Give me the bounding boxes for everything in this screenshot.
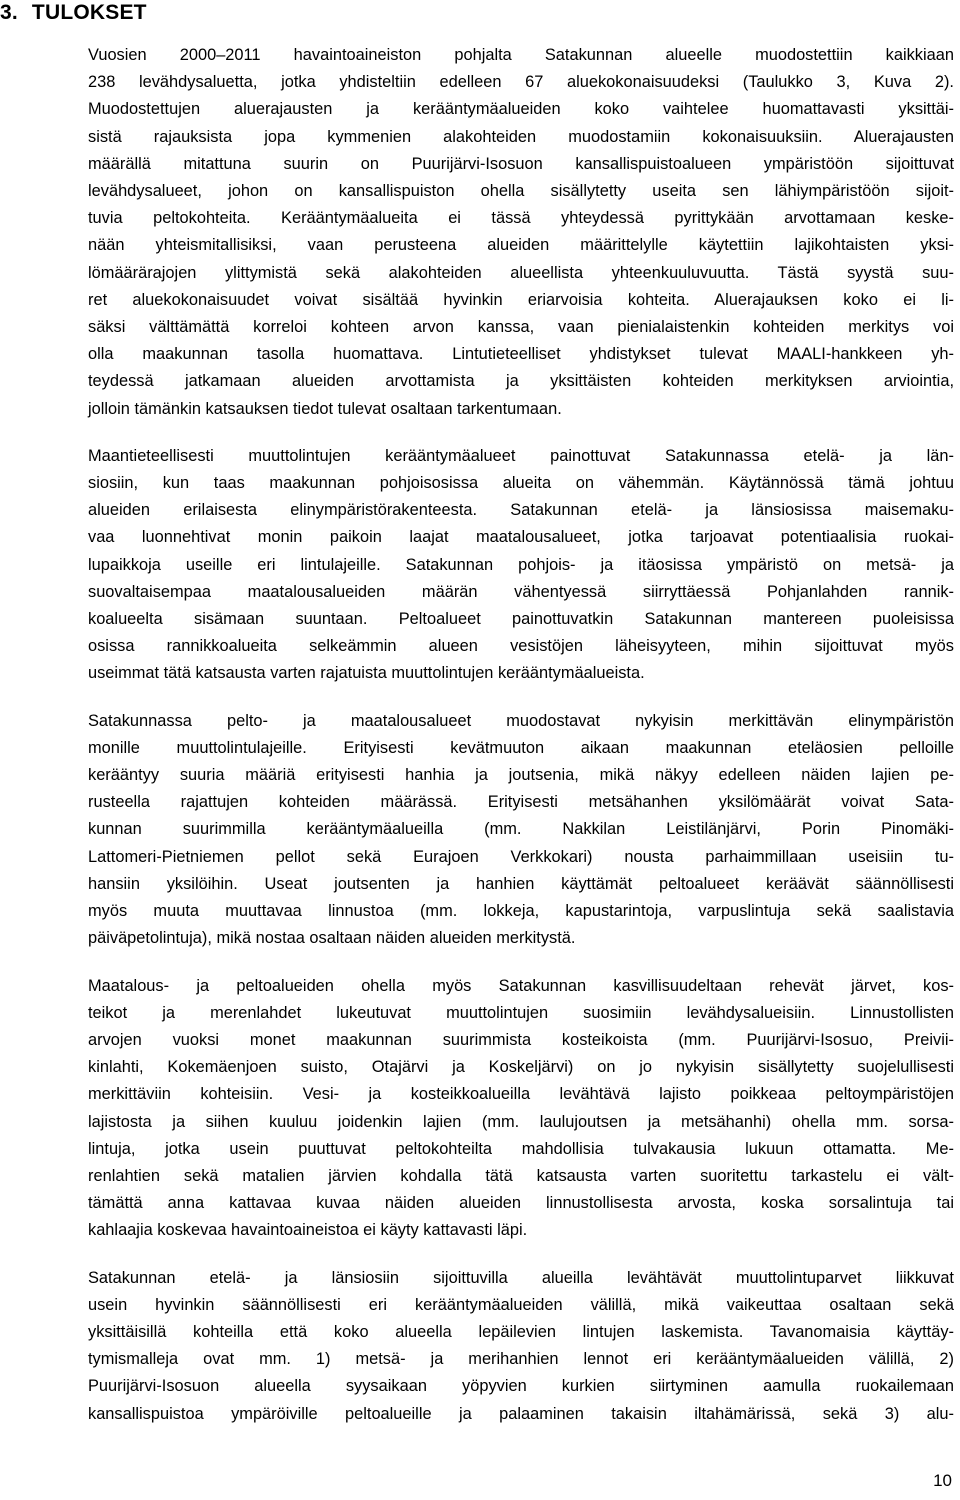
text-line: osissa rannikkoalueita selkeämmin alueen vesistöjen läheisyyteen, mihin sijoittuvat myös: [88, 637, 954, 656]
text-line: Maantieteellisesti muuttolintujen kerääntymäalueet painottuvat Satakunnassa etelä- ja län-: [88, 446, 954, 465]
text-line: Lattomeri-Pietniemen pellot sekä Eurajoen Verkkokari) nousta parhaimmillaan useisiin tu-: [88, 847, 954, 866]
paragraph: [88, 973, 954, 1245]
text-line: merkittäviin kohteisiin. Vesi- ja kosteikkoalueilla levähtävä lajisto poikkeaa peltoympäristöjen: [88, 1085, 954, 1104]
text-line: usein hyvinkin säännöllisesti eri kerääntymäalueiden välillä, mikä vaikeuttaa osaltaan sekä: [88, 1295, 954, 1314]
text-line: rusteella rajattujen kohteiden määrässä. Erityisesti metsähanhen yksilömäärät voivat Sata-: [88, 793, 954, 812]
text-line: kahlaajia koskevaa havaintoaineistoa ei käyty kattavasti läpi.: [88, 1221, 528, 1240]
text-line: arvojen vuoksi monet maakunnan suurimmista kosteikoista (mm. Puurijärvi-Isosuo, Preivii-: [88, 1030, 954, 1049]
text-line: lintuja, jotka usein puuttuvat peltokohteilta mahdollisia tulvakausia lukuun ottamatta. Me-: [88, 1139, 954, 1158]
body-text: [88, 42, 954, 1448]
text-line: monille muuttolintulajeille. Erityisesti kevätmuuton aikaan maakunnan eteläosien pelloille: [88, 738, 954, 757]
text-line: tymismalleja ovat mm. 1) metsä- ja merihanhien lennot eri kerääntymäalueiden välillä, 2): [88, 1350, 954, 1369]
text-line: lajistosta ja siihen kuuluu joidenkin lajien (mm. laulujoutsen ja metsähanhi) ohella mm. sorsa-: [88, 1112, 954, 1131]
text-line: 238 levähdysaluetta, jotka yhdisteltiin edelleen 67 aluekokonaisuudeksi (Taulukko 3, Kuva 2).: [88, 73, 954, 92]
text-line: levähdysalueet, johon on kansallispuiston ohella sisällytetty useita sen lähiympäristöön sijoit-: [88, 182, 954, 201]
text-line: yksittäisillä kohteilla että koko alueella lepäilevien lintujen laskemista. Tavanomaisia käyttäy-: [88, 1322, 954, 1341]
text-line: hansiin yksilöihin. Useat joutsenten ja hanhien käyttämät peltoalueet keräävät säännöllisesti: [88, 874, 954, 893]
paragraph: [88, 708, 954, 953]
text-line: siosiin, kun taas maakunnan pohjoisosissa alueita on vähemmän. Käytännössä tämä johtuu: [88, 474, 954, 493]
text-line: suovaltaisempaa maatalousalueiden määrän vähentyessä siirryttäessä Pohjanlahden rannik-: [88, 582, 954, 601]
text-line: Satakunnassa pelto- ja maatalousalueet muodostavat nykyisin merkittävän elinympäristön: [88, 711, 954, 730]
text-line: koalueelta sisämaan suuntaan. Peltoalueet painottuvatkin Satakunnan mantereen puoleisissa: [88, 610, 954, 629]
page-number: 10: [933, 1471, 952, 1490]
text-line: ret aluekokonaisuudet voivat sisältää hyvinkin eriarvoisia kohteita. Aluerajauksen koko ei li-: [88, 290, 954, 309]
text-line: nään yhteismitallisiksi, vaan perusteena alueiden määrittelylle käytettiin lajikohtaisten yksi-: [88, 236, 954, 255]
section-heading: [0, 0, 147, 26]
text-line: säksi välttämättä korreloi kohteen arvon kanssa, vaan pienialaistenkin kohteiden merkitys voi: [88, 318, 954, 337]
section-number: 3.: [0, 1, 18, 24]
text-line: myös muuta muuttavaa linnustoa (mm. lokkeja, kapustarintoja, varpuslintuja sekä saalistavia: [88, 902, 954, 921]
paragraph: [88, 42, 954, 423]
text-line: kansallispuistoa ympäröiville peltoalueille ja palaaminen takaisin iltahämärissä, sekä 3) alu-: [88, 1404, 954, 1423]
text-line: Puurijärvi-Isosuon alueella syysaikaan yöpyvien kurkien siirtyminen aamulla ruokailemaan: [88, 1377, 954, 1396]
paragraph: [88, 443, 954, 688]
text-line: lömäärärajojen ylittymistä sekä alakohteiden alueellista yhteenkuuluvuutta. Tästä syystä suu-: [88, 263, 954, 282]
text-line: jolloin tämänkin katsauksen tiedot tulevat osaltaan tarkentumaan.: [88, 399, 562, 418]
text-line: tämättä anna kattavaa kuvaa näiden alueiden linnustollisesta arvosta, koska sorsalintuja tai: [88, 1194, 954, 1213]
text-line: teikot ja merenlahdet lukeutuvat muuttolintujen suosimiin levähdysalueisiin. Linnustollisten: [88, 1003, 954, 1022]
text-line: kinlahti, Kokemäenjoen suisto, Otajärvi ja Koskeljärvi) on jo nykyisin sisällytetty suojelullisesti: [88, 1058, 954, 1077]
text-line: Satakunnan etelä- ja länsiosiin sijoittuvilla alueilla levähtävät muuttolintuparvet liikkuvat: [88, 1268, 954, 1287]
text-line: olla maakunnan tasolla huomattava. Lintutieteelliset yhdistykset tulevat MAALI-hankkeen yh-: [88, 345, 954, 364]
text-line: Muodostettujen aluerajausten ja kerääntymäalueiden koko vaihtelee huomattavasti yksittäi-: [88, 100, 954, 119]
text-line: alueiden erilaisesta elinympäristörakenteesta. Satakunnan etelä- ja länsiosissa maisemaku-: [88, 501, 954, 520]
text-line: Maatalous- ja peltoalueiden ohella myös Satakunnan kasvillisuudeltaan rehevät järvet, kos-: [88, 976, 954, 995]
text-line: kunnan suurimmilla kerääntymäalueilla (mm. Nakkilan Leistilänjärvi, Porin Pinomäki-: [88, 820, 954, 839]
paragraph: [88, 1265, 954, 1428]
section-title: TULOKSET: [31, 1, 147, 24]
text-line: kerääntyy suuria määriä erityisesti hanhia ja joutsenia, mikä näkyy edelleen näiden lajien pe-: [88, 766, 954, 785]
text-line: päiväpetolintuja), mikä nostaa osaltaan näiden alueiden merkitystä.: [88, 929, 576, 948]
text-line: Vuosien 2000–2011 havaintoaineiston pohjalta Satakunnan alueelle muodostettiin kaikkiaan: [88, 46, 954, 64]
text-line: määrällä mitattuna suurin on Puurijärvi-Isosuon kansallispuistoalueen ympäristöön sijoittuvat: [88, 154, 954, 173]
text-line: useimmat tätä katsausta varten rajatuista muuttolintujen kerääntymäalueista.: [88, 664, 645, 683]
text-line: lupaikkoja useille eri lintulajeille. Satakunnan pohjois- ja itäosissa ympäristö on metsä- ja: [88, 555, 954, 574]
text-line: renlahtien sekä matalien järvien kohdalla tätä katsausta varten suoritettu tarkastelu ei vält-: [88, 1166, 954, 1185]
text-line: vaa luonnehtivat monin paikoin laajat maatalousalueet, jotka tarjoavat potentiaalisia ruokai-: [88, 528, 954, 547]
text-line: teydessä jatkamaan alueiden arvottamista ja yksittäisten kohteiden merkityksen arviointia,: [88, 372, 954, 391]
text-line: sistä rajauksista jopa kymmenien alakohteiden muodostamiin kokonaisuuksiin. Aluerajausten: [88, 127, 954, 146]
text-line: tuvia peltokohteita. Kerääntymäalueita ei tässä yhteydessä pyrittykään arvottamaan keske-: [88, 209, 954, 228]
